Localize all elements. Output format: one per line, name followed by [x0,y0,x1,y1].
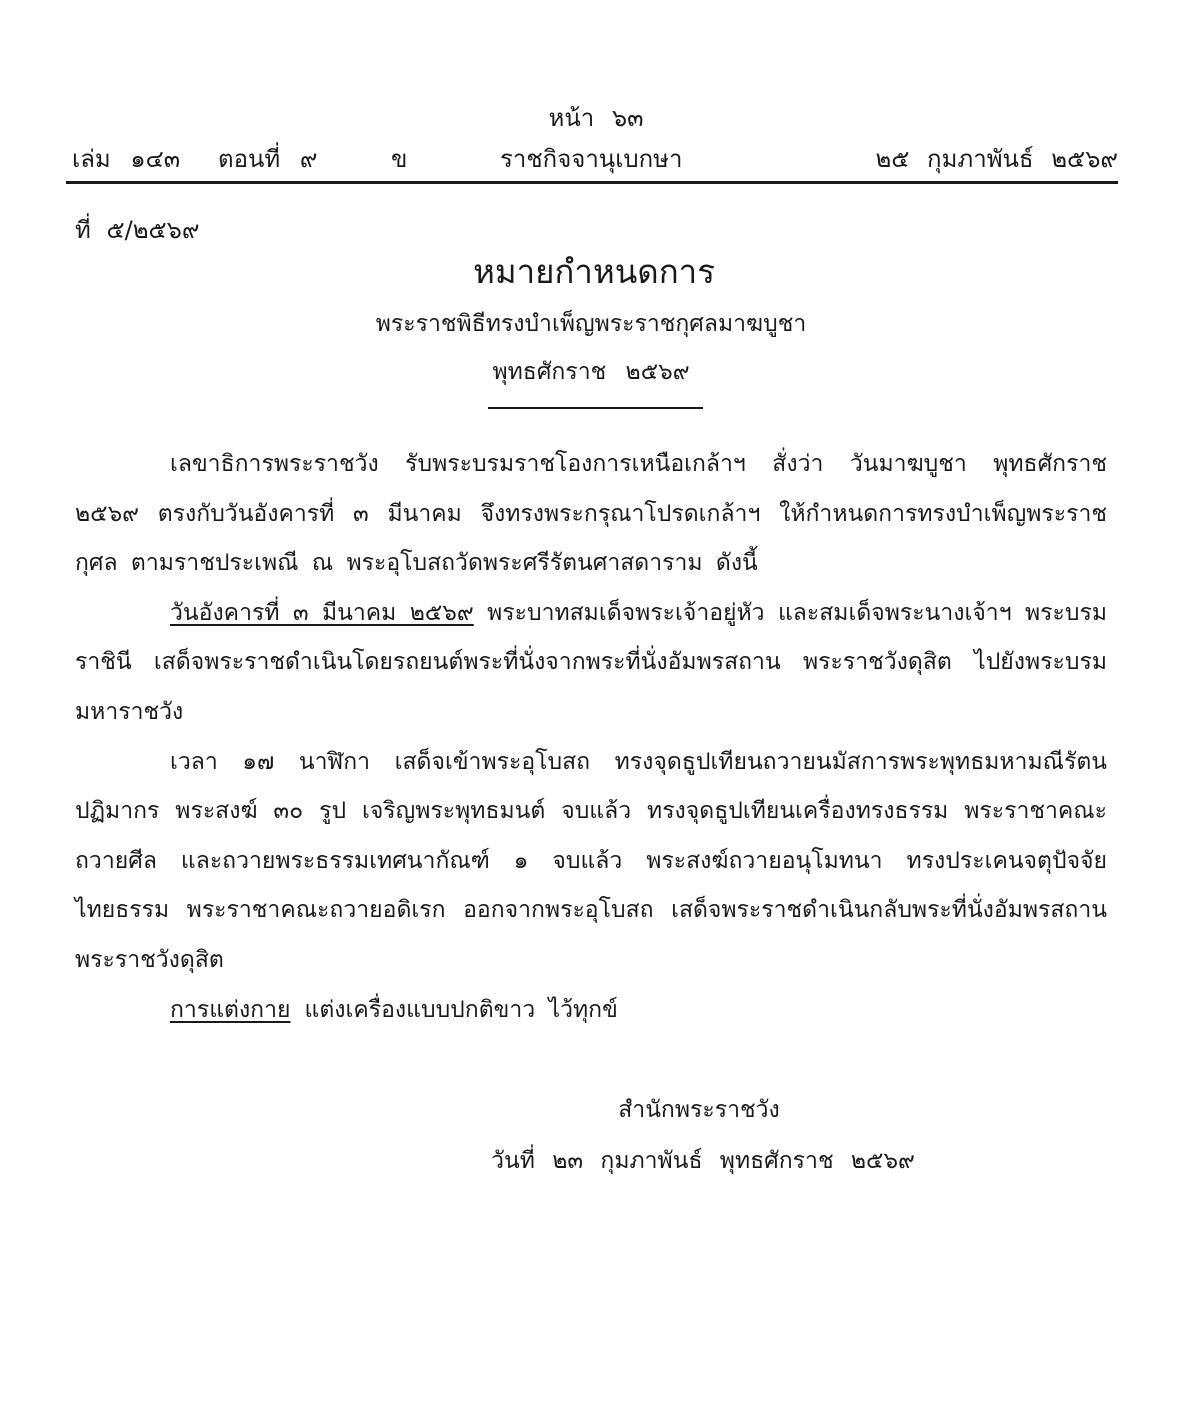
event-date-text: พระบาทสมเด็จพระเจ้าอยู่หัว และสมเด็จพระนางเจ้าฯ พระบรมราชินี เสด็จพระราชดำเนินโดยรถยนต์พระที่นั่งจากพระที่นั่งอัมพรสถาน พระราชวังดุสิต ไปยังพระบรมมหาราชวัง [75,599,1107,725]
document-title: หมายกำหนดการ [473,252,715,291]
page-number: หน้า ๖๓ [548,104,644,132]
title-divider [488,407,703,409]
volume-number: เล่ม ๑๔๓ [72,145,181,173]
issuing-office: สำนักพระราชวัง [618,1097,780,1123]
document-subtitle: พระราชพิธีทรงบำเพ็ญพระราชกุศลมาฆบูชา [375,311,807,337]
signature-date: วันที่ ๒๓ กุมภาพันธ์ พุทธศักราช ๒๕๖๙ [491,1148,915,1174]
issue-number: ตอนที่ ๙ [218,145,318,173]
gazette-name: ราชกิจจานุเบกษา [500,145,683,173]
publication-date: ๒๕ กุมภาพันธ์ ๒๕๖๙ [875,145,1118,173]
section-letter: ข [391,145,408,173]
document-year: พุทธศักราช ๒๕๖๙ [492,359,690,385]
header-divider [66,181,1118,184]
intro-paragraph: เลขาธิการพระราชวัง รับพระบรมราชโองการเหนือเกล้าฯ สั่งว่า วันมาฆบูชา พุทธศักราช ๒๕๖๙ ตรงกับวันอังคารที่ ๓ มีนาคม จึงทรงพระกรุณาโปรดเกล้าฯ ให้กำหนดการทรงบำเพ็ญพระราชกุศล ตามราชประเพณี ณ พระอุโบสถวัดพระศรีรัตนศาสดาราม ดังนี้ [75,451,1107,577]
dress-code-text: แต่งเครื่องแบบปกติขาว ไว้ทุกข์ [304,996,618,1023]
event-date-paragraph [75,589,1107,738]
dress-code-label: การแต่งกาย [170,996,291,1023]
document-number: ที่ ๕/๒๕๖๙ [75,216,200,244]
event-date-label: วันอังคารที่ ๓ มีนาคม ๒๕๖๙ [170,599,474,626]
dress-code-paragraph [75,986,1107,1036]
schedule-paragraph: เวลา ๑๗ นาฬิกา เสด็จเข้าพระอุโบสถ ทรงจุดธูปเทียนถวายนมัสการพระพุทธมหามณีรัตนปฏิมากร พระสงฆ์ ๓๐ รูป เจริญพระพุทธมนต์ จบแล้ว ทรงจุดธูปเทียนเครื่องทรงธรรม พระราชาคณะถวายศีล และถวายพระธรรมเทศนากัณฑ์ ๑ จบแล้ว พระสงฆ์ถวายอนุโมทนา ทรงประเคนจตุปัจจัยไทยธรรม พระราชาคณะถวายอดิเรก ออกจากพระอุโบสถ เสด็จพระราชดำเนินกลับพระที่นั่งอัมพรสถาน พระราชวังดุสิต [75,748,1107,973]
document-body [75,440,1107,1035]
